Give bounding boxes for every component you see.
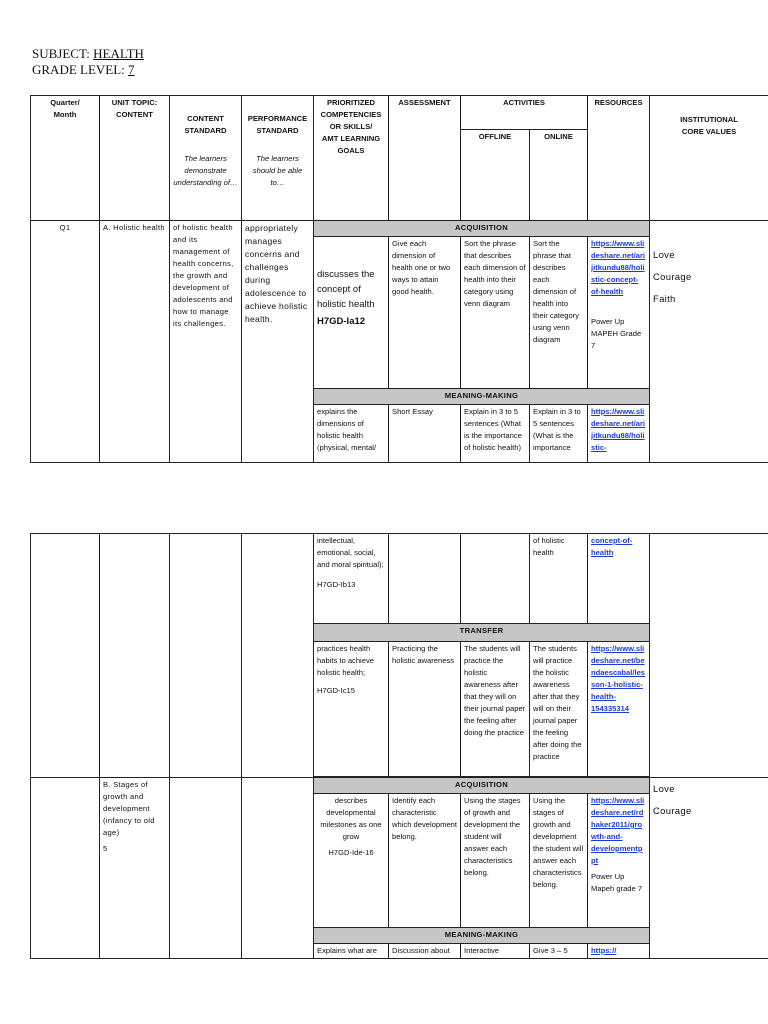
b-offline-cell: Using the stages of growth and development the student will answer each characteristics belong. [461, 794, 530, 928]
mm-offline-cell: Explain in 3 to 5 sentences (What is the importance of holistic health) [461, 405, 530, 463]
resource-link[interactable]: concept-of-health [591, 536, 633, 557]
core-values-cell [650, 221, 768, 463]
content-standard-title: CONTENT STANDARD [184, 114, 227, 135]
col-resources-header: RESOURCES [588, 96, 650, 221]
mm-competency-cell: explains the dimensions of holistic health (physical, mental/ [314, 405, 389, 463]
acq-assessment-cell: Give each dimension of health one or two ways to attain good health. [389, 237, 461, 389]
b-topic-cell [100, 778, 170, 959]
performance-standard-cell [242, 534, 314, 778]
stage-transfer-label: TRANSFER [314, 624, 650, 642]
mm2-offline-cell: Interactive [461, 944, 530, 959]
tr-competency-code: H7GD-Ic15 [317, 686, 355, 695]
b-competency-code: H7GD-Ide-16 [328, 848, 374, 857]
cont-online-cell: of holistic health [530, 534, 588, 624]
content-standard-note: The learners demonstrate understanding of… [173, 154, 238, 187]
b-assessment-cell: Identify each characteristic which development belong. [389, 794, 461, 928]
mm2-competency-cell: Explains what are [314, 944, 389, 959]
quarter-cell [31, 778, 100, 959]
col-quarter-header: Quarter/ Month [31, 96, 100, 221]
cont-offline-cell [461, 534, 530, 624]
acq-offline-cell: Sort the phrase that describes each dimension of health into their category using venn diagram [461, 237, 530, 389]
acq-competency-cell [314, 237, 389, 389]
stage-acquisition-label: ACQUISITION [314, 221, 650, 237]
tr-competency-text: practices health habits to achieve holistic health; [317, 644, 374, 677]
topic-cell: A. Holistic health [100, 221, 170, 463]
mm-assessment-cell: Short Essay [389, 405, 461, 463]
resource-book: Power Up Mapeh grade 7 [591, 872, 643, 893]
col-unit-topic-header: UNIT TOPIC: CONTENT [100, 96, 170, 221]
quarter-cell [31, 534, 100, 778]
mm2-online-cell: Give 3 – 5 [530, 944, 588, 959]
content-standard-cell [170, 778, 242, 959]
col-core-values-header: INSTITUTIONAL CORE VALUES [650, 96, 768, 221]
tr-competency-cell [314, 642, 389, 777]
stage-meaning-making-label: MEANING-MAKING [314, 389, 650, 405]
col-performance-standard-header [242, 96, 314, 221]
b-topic-number: 5 [103, 844, 108, 853]
grade-line [32, 62, 135, 78]
curriculum-table-page-2 [30, 533, 768, 959]
b-topic-text: B. Stages of growth and development (infancy to old age) [103, 780, 155, 837]
resource-book: Power Up MAPEH Grade 7 [591, 317, 642, 350]
resource-link[interactable]: https:// [591, 946, 617, 955]
curriculum-table-page-1 [30, 95, 768, 463]
acq-online-cell: Sort the phrase that describes each dimension of health into their category using venn diagram [530, 237, 588, 389]
tr-resources-cell [588, 642, 650, 777]
b-competency-text: describes developmental milestones as one grow [320, 796, 382, 841]
core-values-cell [650, 778, 768, 959]
cont-assessment-cell [389, 534, 461, 624]
resource-link[interactable]: https://www.slideshare.net/bendaescabal/lesson-1-holistic-health-154335314 [591, 644, 646, 713]
performance-standard-title: PERFORMANCE STANDARD [247, 114, 308, 135]
stage-meaning-making-label: MEANING-MAKING [314, 928, 650, 944]
col-online-header: ONLINE [530, 130, 588, 221]
quarter-cell: Q1 [31, 221, 100, 463]
mm2-assessment-cell: Discussion about [389, 944, 461, 959]
subject-line [32, 46, 144, 62]
core-value: Courage [653, 806, 692, 817]
tr-assessment-cell: Practicing the holistic awareness [389, 642, 461, 777]
core-value: Love [653, 250, 675, 261]
cont-resources-cell [588, 534, 650, 624]
b-resources-cell [588, 794, 650, 928]
subject-value: HEALTH [93, 46, 144, 61]
col-assessment-header: ASSESSMENT [389, 96, 461, 221]
cont-competency-code: H7GD-Ib13 [317, 580, 356, 589]
content-standard-cell [170, 534, 242, 778]
tr-offline-cell: The students will practice the holistic awareness after that they will on their journal paper the feeling after doing the practice [461, 642, 530, 777]
cont-competency-text: intellectual, emotional, social, and moral spiritual); [317, 536, 384, 569]
core-values-cell [650, 534, 768, 778]
col-activities-header: ACTIVITIES [461, 96, 588, 130]
acq-competency-text: discusses the concept of holistic health [317, 269, 375, 310]
core-value: Love [653, 784, 675, 795]
grade-label: GRADE LEVEL: [32, 62, 125, 77]
cont-competency-cell [314, 534, 389, 624]
resource-link[interactable]: https://www.slideshare.net/rdhaker2011/growth-and-developmentppt [591, 796, 645, 865]
col-offline-header: OFFLINE [461, 130, 530, 221]
content-standard-cell: of holistic health and its management of health concerns, the growth and development of adolescents and how to manage its challenges. [170, 221, 242, 463]
col-competencies-header: PRIORITIZED COMPETENCIES OR SKILLS/ AMT LEARNING GOALS [314, 96, 389, 221]
topic-cell [100, 534, 170, 778]
acq-competency-code: H7GD-Ia12 [317, 316, 366, 327]
acq-resources-cell [588, 237, 650, 389]
subject-label: SUBJECT: [32, 46, 90, 61]
resource-link[interactable]: https://www.slideshare.net/arijitkundu88/holistic- [591, 407, 646, 452]
b-online-cell: Using the stages of growth and development the student will answer each characteristics belong. [530, 794, 588, 928]
tr-online-cell: The students will practice the holistic awareness after that they will on their journal paper the feeling after doing the practice [530, 642, 588, 777]
b-competency-cell [314, 794, 389, 928]
mm2-resources-cell [588, 944, 650, 959]
core-value: Faith [653, 294, 676, 305]
mm-resources-cell [588, 405, 650, 463]
performance-standard-cell: appropriately manages concerns and challenges during adolescence to achieve holistic health. [242, 221, 314, 463]
mm-online-cell: Explain in 3 to 5 sentences (What is the importance [530, 405, 588, 463]
col-content-standard-header [170, 96, 242, 221]
resource-link[interactable]: https://www.slideshare.net/arijitkundu88/holistic-concept-of-health [591, 239, 646, 296]
grade-value: 7 [128, 62, 135, 77]
core-value: Courage [653, 272, 692, 283]
performance-standard-cell [242, 778, 314, 959]
stage-acquisition-label: ACQUISITION [314, 778, 650, 794]
performance-standard-note: The learners should be able to… [252, 154, 303, 187]
